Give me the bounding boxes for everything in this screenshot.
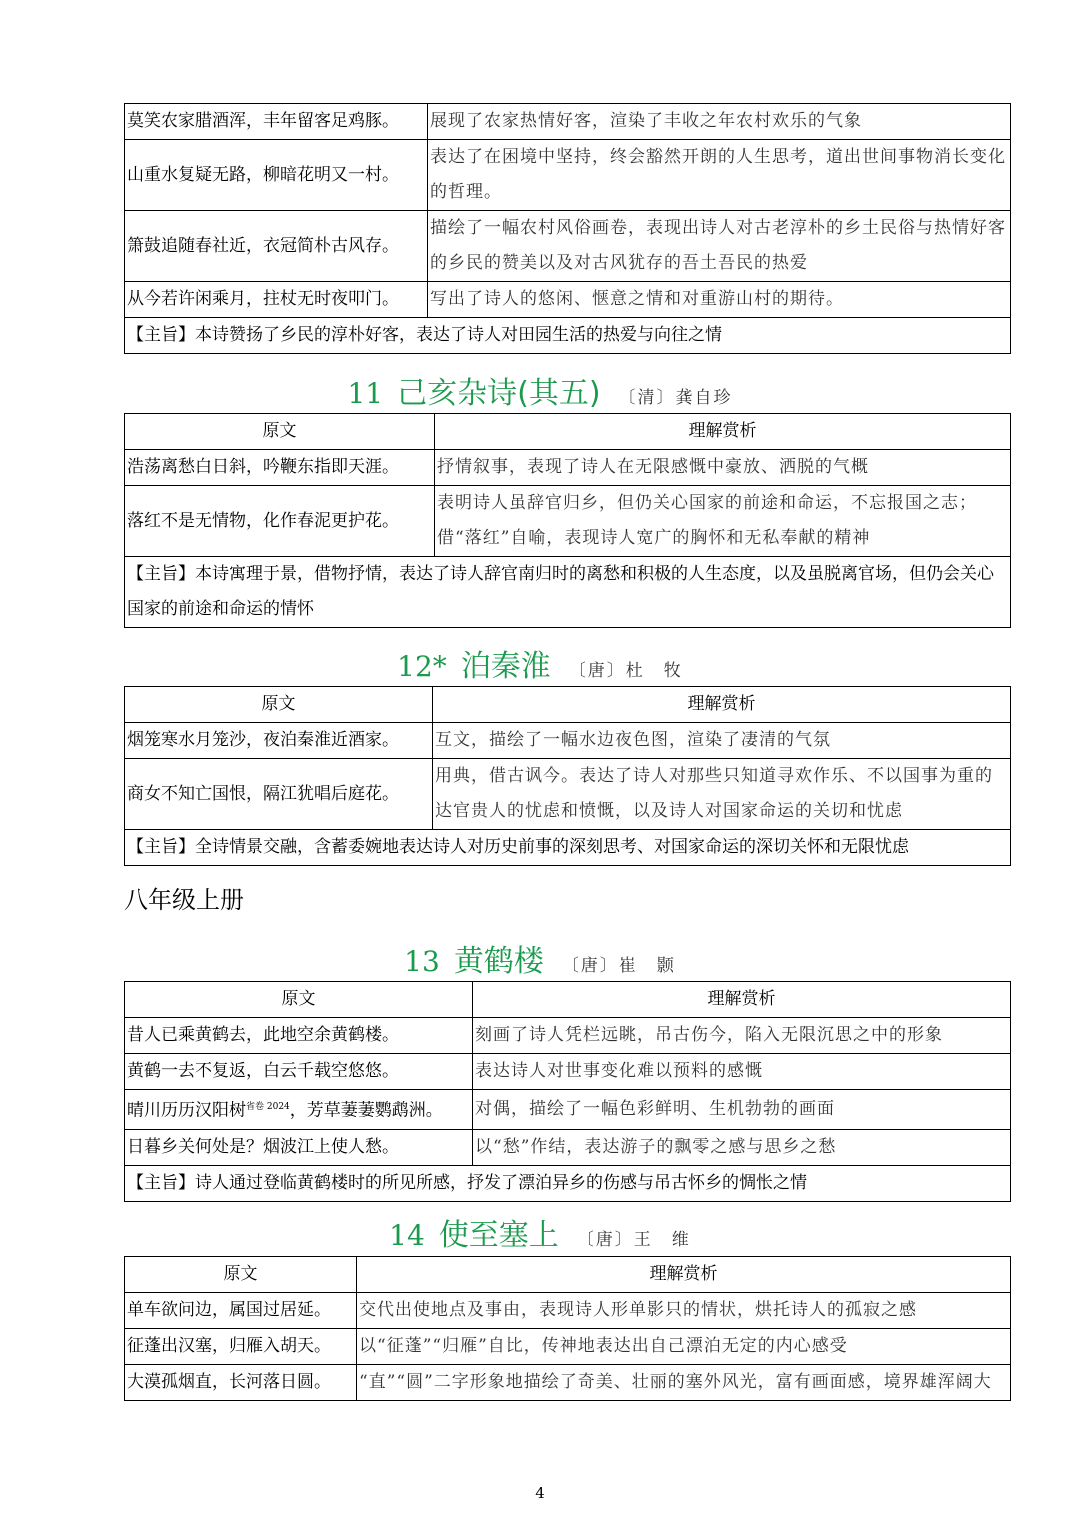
header-original: 原文	[125, 982, 473, 1018]
original-cell: 黄鹤一去不复返，白云千载空悠悠。	[125, 1054, 473, 1090]
theme-row	[125, 830, 1011, 866]
poem-name: 使至塞上	[438, 1218, 559, 1253]
analysis-cell: 以“征蓬”“归雁”自比，传神地表达出自己漂泊无定的内心感受	[357, 1329, 1011, 1365]
analysis-cell: 对偶，描绘了一幅色彩鲜明、生机勃勃的画面	[473, 1090, 1011, 1130]
header-analysis: 理解赏析	[435, 414, 1011, 450]
analysis-cell: 表明诗人虽辞官归乡，但仍关心国家的前途和命运，不忘报国之志；借“落红”自喻，表现诗人宽广的胸怀和无私奉献的精神	[435, 486, 1011, 557]
theme-cell: 【主旨】本诗寓理于景，借物抒情，表达了诗人辞官南归时的离愁和积极的人生态度，以及虽脱离官场，但仍会关心国家的前途和命运的情怀	[125, 557, 1011, 628]
table-row	[125, 1018, 1011, 1054]
analysis-cell: 刻画了诗人凭栏远眺，吊古伤今，陷入无限沉思之中的形象	[473, 1018, 1011, 1054]
table-sec12	[124, 686, 1011, 866]
poem-title-14	[0, 1210, 1080, 1254]
poem-author: 〔唐〕杜 牧	[568, 661, 683, 681]
table-header	[125, 687, 1011, 723]
poem-number: 11	[347, 377, 384, 410]
table-row	[125, 1329, 1011, 1365]
header-original: 原文	[125, 414, 435, 450]
poem-title-12	[0, 641, 1080, 685]
table-sec13	[124, 981, 1011, 1202]
analysis-cell: 交代出使地点及事由，表现诗人形单影只的情状，烘托诗人的孤寂之感	[357, 1293, 1011, 1329]
theme-row	[125, 318, 1011, 354]
original-cell: 日暮乡关何处是？烟波江上使人愁。	[125, 1129, 473, 1165]
theme-row	[125, 557, 1011, 628]
table-sec0	[124, 103, 1011, 354]
poem-title-11	[0, 368, 1080, 412]
table-header	[125, 1257, 1011, 1293]
grade-heading: 八年级上册	[124, 886, 244, 914]
original-text-b: ，芳草萋萋鹦鹉洲。	[289, 1100, 443, 1121]
poem-author: 〔唐〕王 维	[576, 1230, 691, 1250]
table-row	[125, 140, 1011, 211]
table-row	[125, 1293, 1011, 1329]
poem-title-13	[0, 936, 1080, 980]
exam-note: 省卷 2024	[246, 1102, 290, 1112]
original-cell: 烟笼寒水月笼沙，夜泊秦淮近酒家。	[125, 723, 433, 759]
theme-cell: 【主旨】全诗情景交融，含蓄委婉地表达诗人对历史前事的深刻思考、对国家命运的深切关怀和无限忧虑	[125, 830, 1011, 866]
analysis-cell: 抒情叙事，表现了诗人在无限感慨中豪放、洒脱的气概	[435, 450, 1011, 486]
original-cell: 商女不知亡国恨，隔江犹唱后庭花。	[125, 759, 433, 830]
original-cell	[125, 1090, 473, 1130]
original-cell: 浩荡离愁白日斜，吟鞭东指即天涯。	[125, 450, 435, 486]
poem-author: 〔清〕龚自珍	[618, 388, 733, 408]
theme-row	[125, 1165, 1011, 1201]
original-cell: 昔人已乘黄鹤去，此地空余黄鹤楼。	[125, 1018, 473, 1054]
table-header	[125, 414, 1011, 450]
original-cell: 莫笑农家腊酒浑，丰年留客足鸡豚。	[125, 104, 428, 140]
table-row	[125, 723, 1011, 759]
analysis-cell: “直”“圆”二字形象地描绘了奇美、壮丽的塞外风光，富有画面感，境界雄浑阔大	[357, 1365, 1011, 1401]
poem-number: 14	[389, 1219, 425, 1252]
theme-cell: 【主旨】诗人通过登临黄鹤楼时的所见所感，抒发了漂泊异乡的伤感与吊古怀乡的惆怅之情	[125, 1165, 1011, 1201]
analysis-cell: 描绘了一幅农村风俗画卷，表现出诗人对古老淳朴的乡土民俗与热情好客的乡民的赞美以及对古风犹存的吾土吾民的热爱	[428, 211, 1011, 282]
table-row	[125, 1054, 1011, 1090]
analysis-cell: 互文，描绘了一幅水边夜色图，渲染了凄清的气氛	[433, 723, 1011, 759]
poem-number: 12*	[397, 650, 447, 683]
analysis-cell: 写出了诗人的悠闲、惬意之情和对重游山村的期待。	[428, 282, 1011, 318]
table-sec14	[124, 1256, 1011, 1401]
analysis-cell: 表达诗人对世事变化难以预料的感慨	[473, 1054, 1011, 1090]
poem-name: 黄鹤楼	[453, 944, 544, 979]
original-cell: 单车欲问边，属国过居延。	[125, 1293, 357, 1329]
header-analysis: 理解赏析	[357, 1257, 1011, 1293]
original-cell: 从今若许闲乘月，拄杖无时夜叩门。	[125, 282, 428, 318]
original-cell: 箫鼓追随春社近，衣冠简朴古风存。	[125, 211, 428, 282]
header-analysis: 理解赏析	[433, 687, 1011, 723]
original-cell: 落红不是无情物，化作春泥更护花。	[125, 486, 435, 557]
table-header	[125, 982, 1011, 1018]
table-row	[125, 1129, 1011, 1165]
header-original: 原文	[125, 687, 433, 723]
table-row	[125, 211, 1011, 282]
table-row	[125, 450, 1011, 486]
analysis-cell: 用典，借古讽今。表达了诗人对那些只知道寻欢作乐、不以国事为重的达官贵人的忧虑和愤慨，以及诗人对国家命运的关切和忧虑	[433, 759, 1011, 830]
page-number: 4	[535, 1484, 545, 1502]
header-analysis: 理解赏析	[473, 982, 1011, 1018]
poem-author: 〔唐〕崔 颢	[561, 956, 676, 976]
original-cell: 大漠孤烟直，长河落日圆。	[125, 1365, 357, 1401]
table-row	[125, 486, 1011, 557]
poem-number: 13	[404, 945, 440, 978]
table-row	[125, 282, 1011, 318]
analysis-cell: 展现了农家热情好客，渲染了丰收之年农村欢乐的气象	[428, 104, 1011, 140]
table-row	[125, 759, 1011, 830]
original-text-a: 晴川历历汉阳树	[127, 1100, 246, 1121]
table-row	[125, 1365, 1011, 1401]
theme-cell: 【主旨】本诗赞扬了乡民的淳朴好客，表达了诗人对田园生活的热爱与向往之情	[125, 318, 1011, 354]
header-original: 原文	[125, 1257, 357, 1293]
analysis-cell: 表达了在困境中坚持，终会豁然开朗的人生思考，道出世间事物消长变化的哲理。	[428, 140, 1011, 211]
analysis-cell: 以“愁”作结，表达游子的飘零之感与思乡之愁	[473, 1129, 1011, 1165]
poem-name: 泊秦淮	[460, 649, 551, 684]
original-cell: 征蓬出汉塞，归雁入胡天。	[125, 1329, 357, 1365]
poem-name: 己亥杂诗(其五)	[397, 376, 601, 411]
original-cell: 山重水复疑无路，柳暗花明又一村。	[125, 140, 428, 211]
table-row	[125, 1090, 1011, 1130]
table-row	[125, 104, 1011, 140]
table-sec11	[124, 413, 1011, 628]
